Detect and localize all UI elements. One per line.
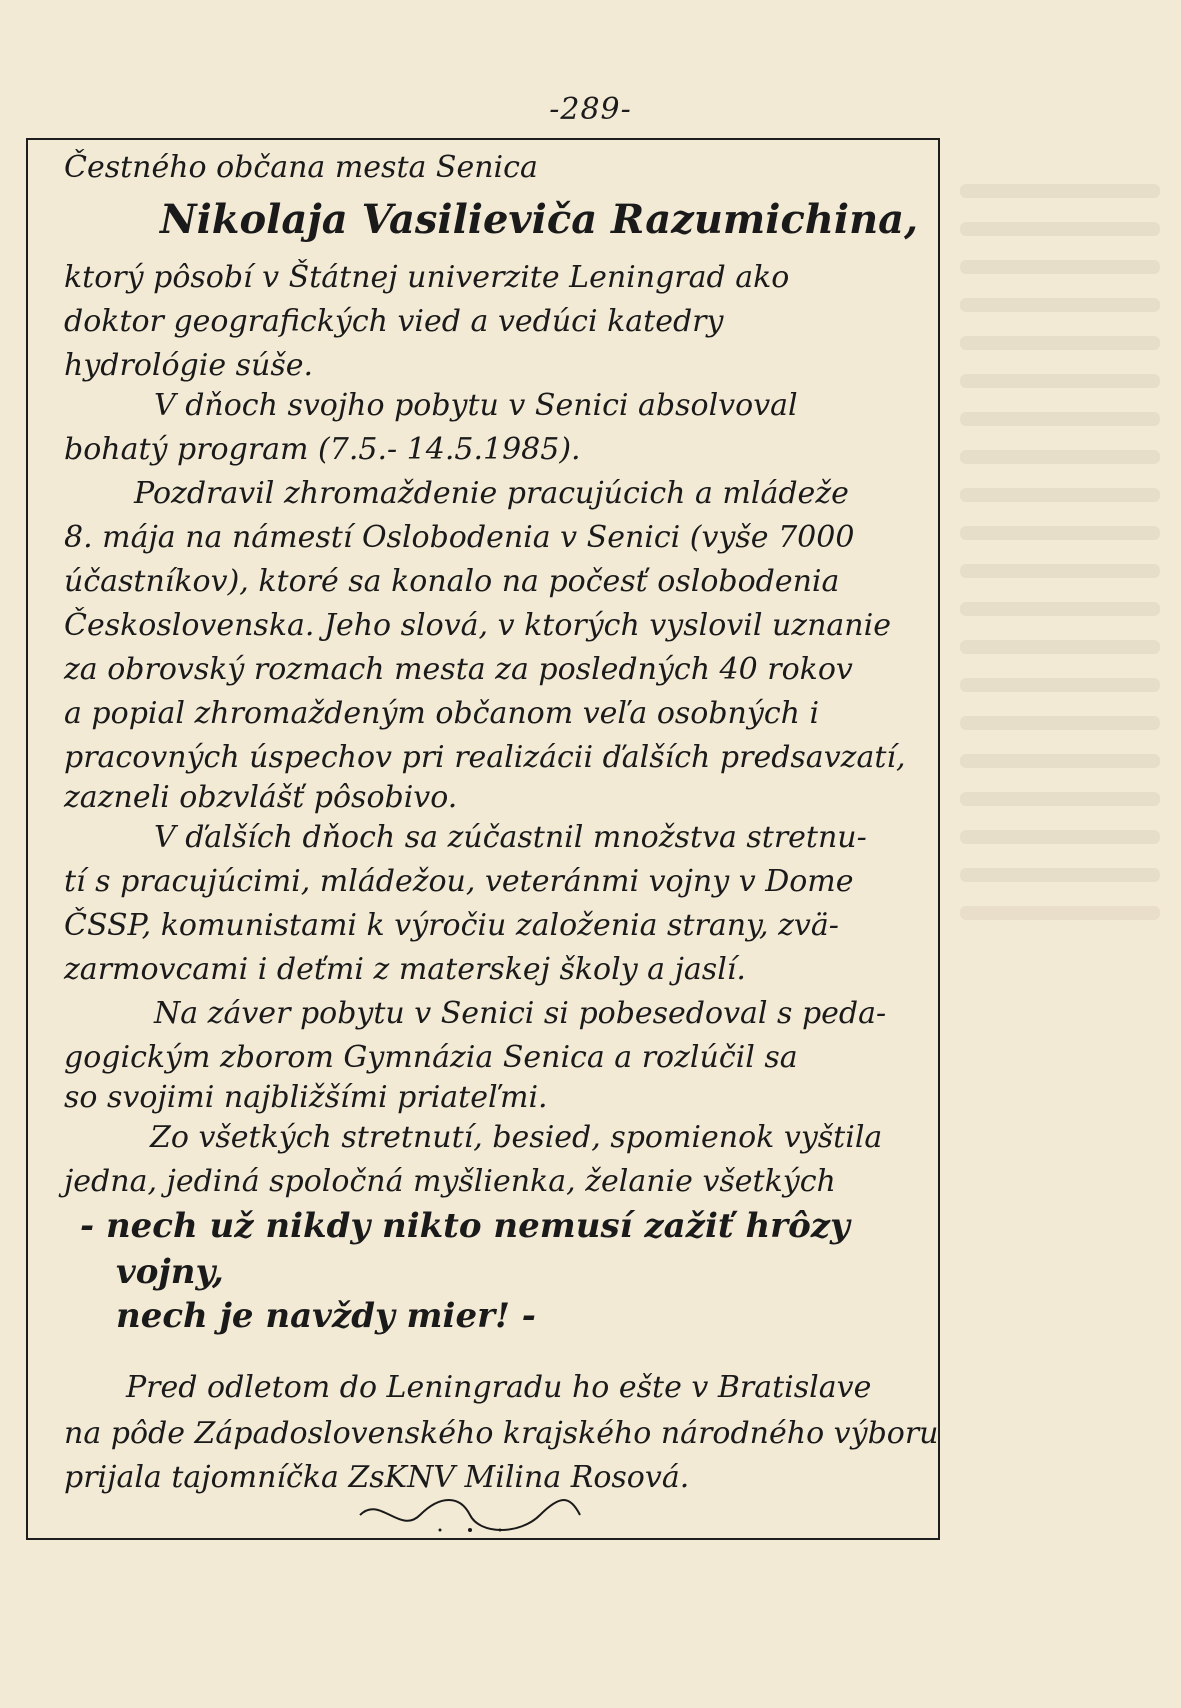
text-line: za obrovský rozmach mesta za posledných 40 rokov bbox=[64, 652, 853, 687]
text-line: účastníkov), ktoré sa konalo na počesť oslobodenia bbox=[64, 564, 840, 599]
text-line: Na záver pobytu v Senici si pobesedoval s peda- bbox=[154, 996, 887, 1031]
text-line: a popial zhromaždeným občanom veľa osobných i bbox=[64, 696, 820, 731]
text-line: Pozdravil zhromaždenie pracujúcich a mládeže bbox=[134, 476, 849, 511]
text-line: 8. mája na námestí Oslobodenia v Senici (vyše 7000 bbox=[64, 520, 855, 555]
text-line: hydrológie súše. bbox=[64, 348, 314, 383]
text-line: Nikolaja Vasilieviča Razumichina, bbox=[160, 196, 919, 243]
text-line: jedna, jediná spoločná myšlienka, želanie všetkých bbox=[64, 1164, 836, 1199]
bleed-through bbox=[960, 160, 1160, 1360]
text-line: prijala tajomníčka ZsKNV Milina Rosová. bbox=[64, 1460, 690, 1495]
text-line: nech je navždy mier! - bbox=[116, 1296, 536, 1336]
text-line: - nech už nikdy nikto nemusí zažiť hrôzy bbox=[80, 1206, 850, 1246]
text-line: Československa. Jeho slová, v ktorých vyslovil uznanie bbox=[64, 608, 891, 643]
text-line: vojny, bbox=[116, 1252, 224, 1292]
text-line: zarmovcami i deťmi z materskej školy a jaslí. bbox=[64, 952, 746, 987]
text-line: Čestného občana mesta Senica bbox=[64, 150, 538, 185]
text-line: Zo všetkých stretnutí, besied, spomienok vyštila bbox=[150, 1120, 883, 1155]
text-line: V dňoch svojho pobytu v Senici absolvoval bbox=[154, 388, 798, 423]
text-line: zazneli obzvlášť pôsobivo. bbox=[64, 780, 458, 815]
ornament-flourish bbox=[350, 1490, 590, 1540]
text-line: pracovných úspechov pri realizácii ďalších predsavzatí, bbox=[64, 740, 906, 775]
page-number: -289- bbox=[549, 92, 632, 127]
text-line: Pred odletom do Leningradu ho ešte v Bratislave bbox=[126, 1370, 872, 1405]
text-line: doktor geografických vied a vedúci katedry bbox=[64, 304, 724, 339]
text-line: tí s pracujúcimi, mládežou, veteránmi vojny v Dome bbox=[64, 864, 854, 899]
text-line: ČSSP, komunistami k výročiu založenia strany, zvä- bbox=[64, 908, 839, 943]
text-line: bohatý program (7.5.- 14.5.1985). bbox=[64, 432, 581, 467]
text-line: V ďalších dňoch sa zúčastnil množstva stretnu- bbox=[154, 820, 867, 855]
text-line: na pôde Západoslovenského krajského národného výboru bbox=[64, 1416, 939, 1451]
text-line: ktorý pôsobí v Štátnej univerzite Leningrad ako bbox=[64, 260, 790, 295]
text-line: so svojimi najbližšími priateľmi. bbox=[64, 1080, 548, 1115]
text-line: gogickým zborom Gymnázia Senica a rozlúčil sa bbox=[64, 1040, 798, 1075]
